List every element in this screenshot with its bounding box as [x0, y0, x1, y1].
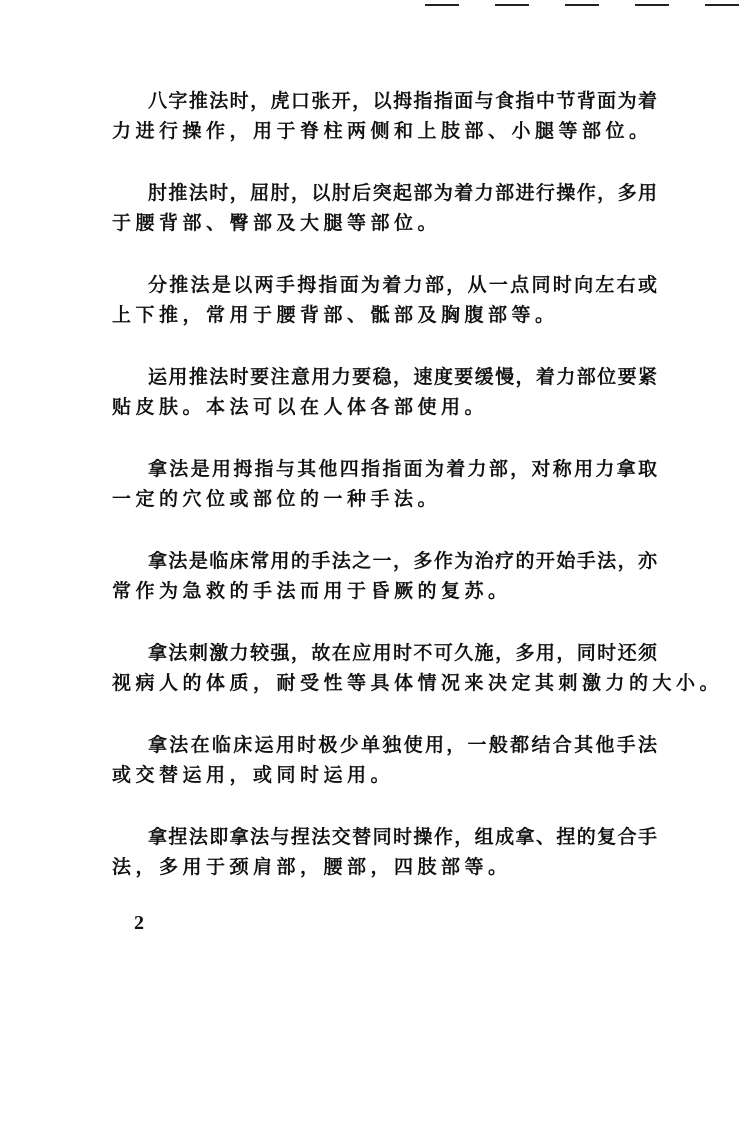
text-line: 一定的穴位或部位的一种手法。: [112, 488, 442, 510]
text-line: 拿法是临床常用的手法之一，多作为治疗的开始手法，亦: [148, 550, 657, 572]
header-rule: [495, 4, 529, 6]
paragraph: [112, 822, 657, 882]
header-rule: [425, 4, 459, 6]
text-line: 拿法刺激力较强，故在应用时不可久施，多用，同时还须: [148, 642, 657, 664]
text-line: 肘推法时，屈肘，以肘后突起部为着力部进行操作，多用: [148, 182, 657, 204]
text-line: 上下推，常用于腰背部、骶部及胸腹部等。: [112, 304, 559, 326]
text-line: 视病人的体质，耐受性等具体情况来决定其刺激力的大小。: [112, 672, 724, 694]
paragraph: [112, 546, 657, 606]
paragraph: [112, 730, 657, 790]
text-line: 八字推法时，虎口张开，以拇指指面与食指中节背面为着: [148, 90, 657, 112]
paragraph: [112, 638, 724, 698]
header-rule: [565, 4, 599, 6]
paragraph: [112, 86, 657, 146]
text-line: 拿法在临床运用时极少单独使用，一般都结合其他手法: [148, 734, 657, 756]
text-line: 法，多用于颈肩部，腰部，四肢部等。: [112, 856, 512, 878]
text-line: 常作为急救的手法而用于昏厥的复苏。: [112, 580, 512, 602]
text-line: 于腰背部、臀部及大腿等部位。: [112, 212, 442, 234]
text-line: 力进行操作，用于脊柱两侧和上肢部、小腿等部位。: [112, 120, 653, 142]
paragraph: [112, 270, 657, 330]
text-line: 运用推法时要注意用力要稳，速度要缓慢，着力部位要紧: [148, 366, 657, 388]
text-line: 分推法是以两手拇指面为着力部，从一点同时向左右或: [148, 274, 657, 296]
paragraph: [112, 362, 657, 422]
page-body: [112, 86, 724, 914]
text-line: 或交替运用，或同时运用。: [112, 764, 395, 786]
text-line: 拿法是用拇指与其他四指指面为着力部，对称用力拿取: [148, 458, 657, 480]
paragraph: [112, 454, 657, 514]
header-rule: [635, 4, 669, 6]
page-number: 2: [134, 912, 144, 934]
text-line: 拿捏法即拿法与捏法交替同时操作，组成拿、捏的复合手: [148, 826, 657, 848]
text-line: 贴皮肤。本法可以在人体各部使用。: [112, 396, 489, 418]
paragraph: [112, 178, 657, 238]
header-rule: [705, 4, 739, 6]
